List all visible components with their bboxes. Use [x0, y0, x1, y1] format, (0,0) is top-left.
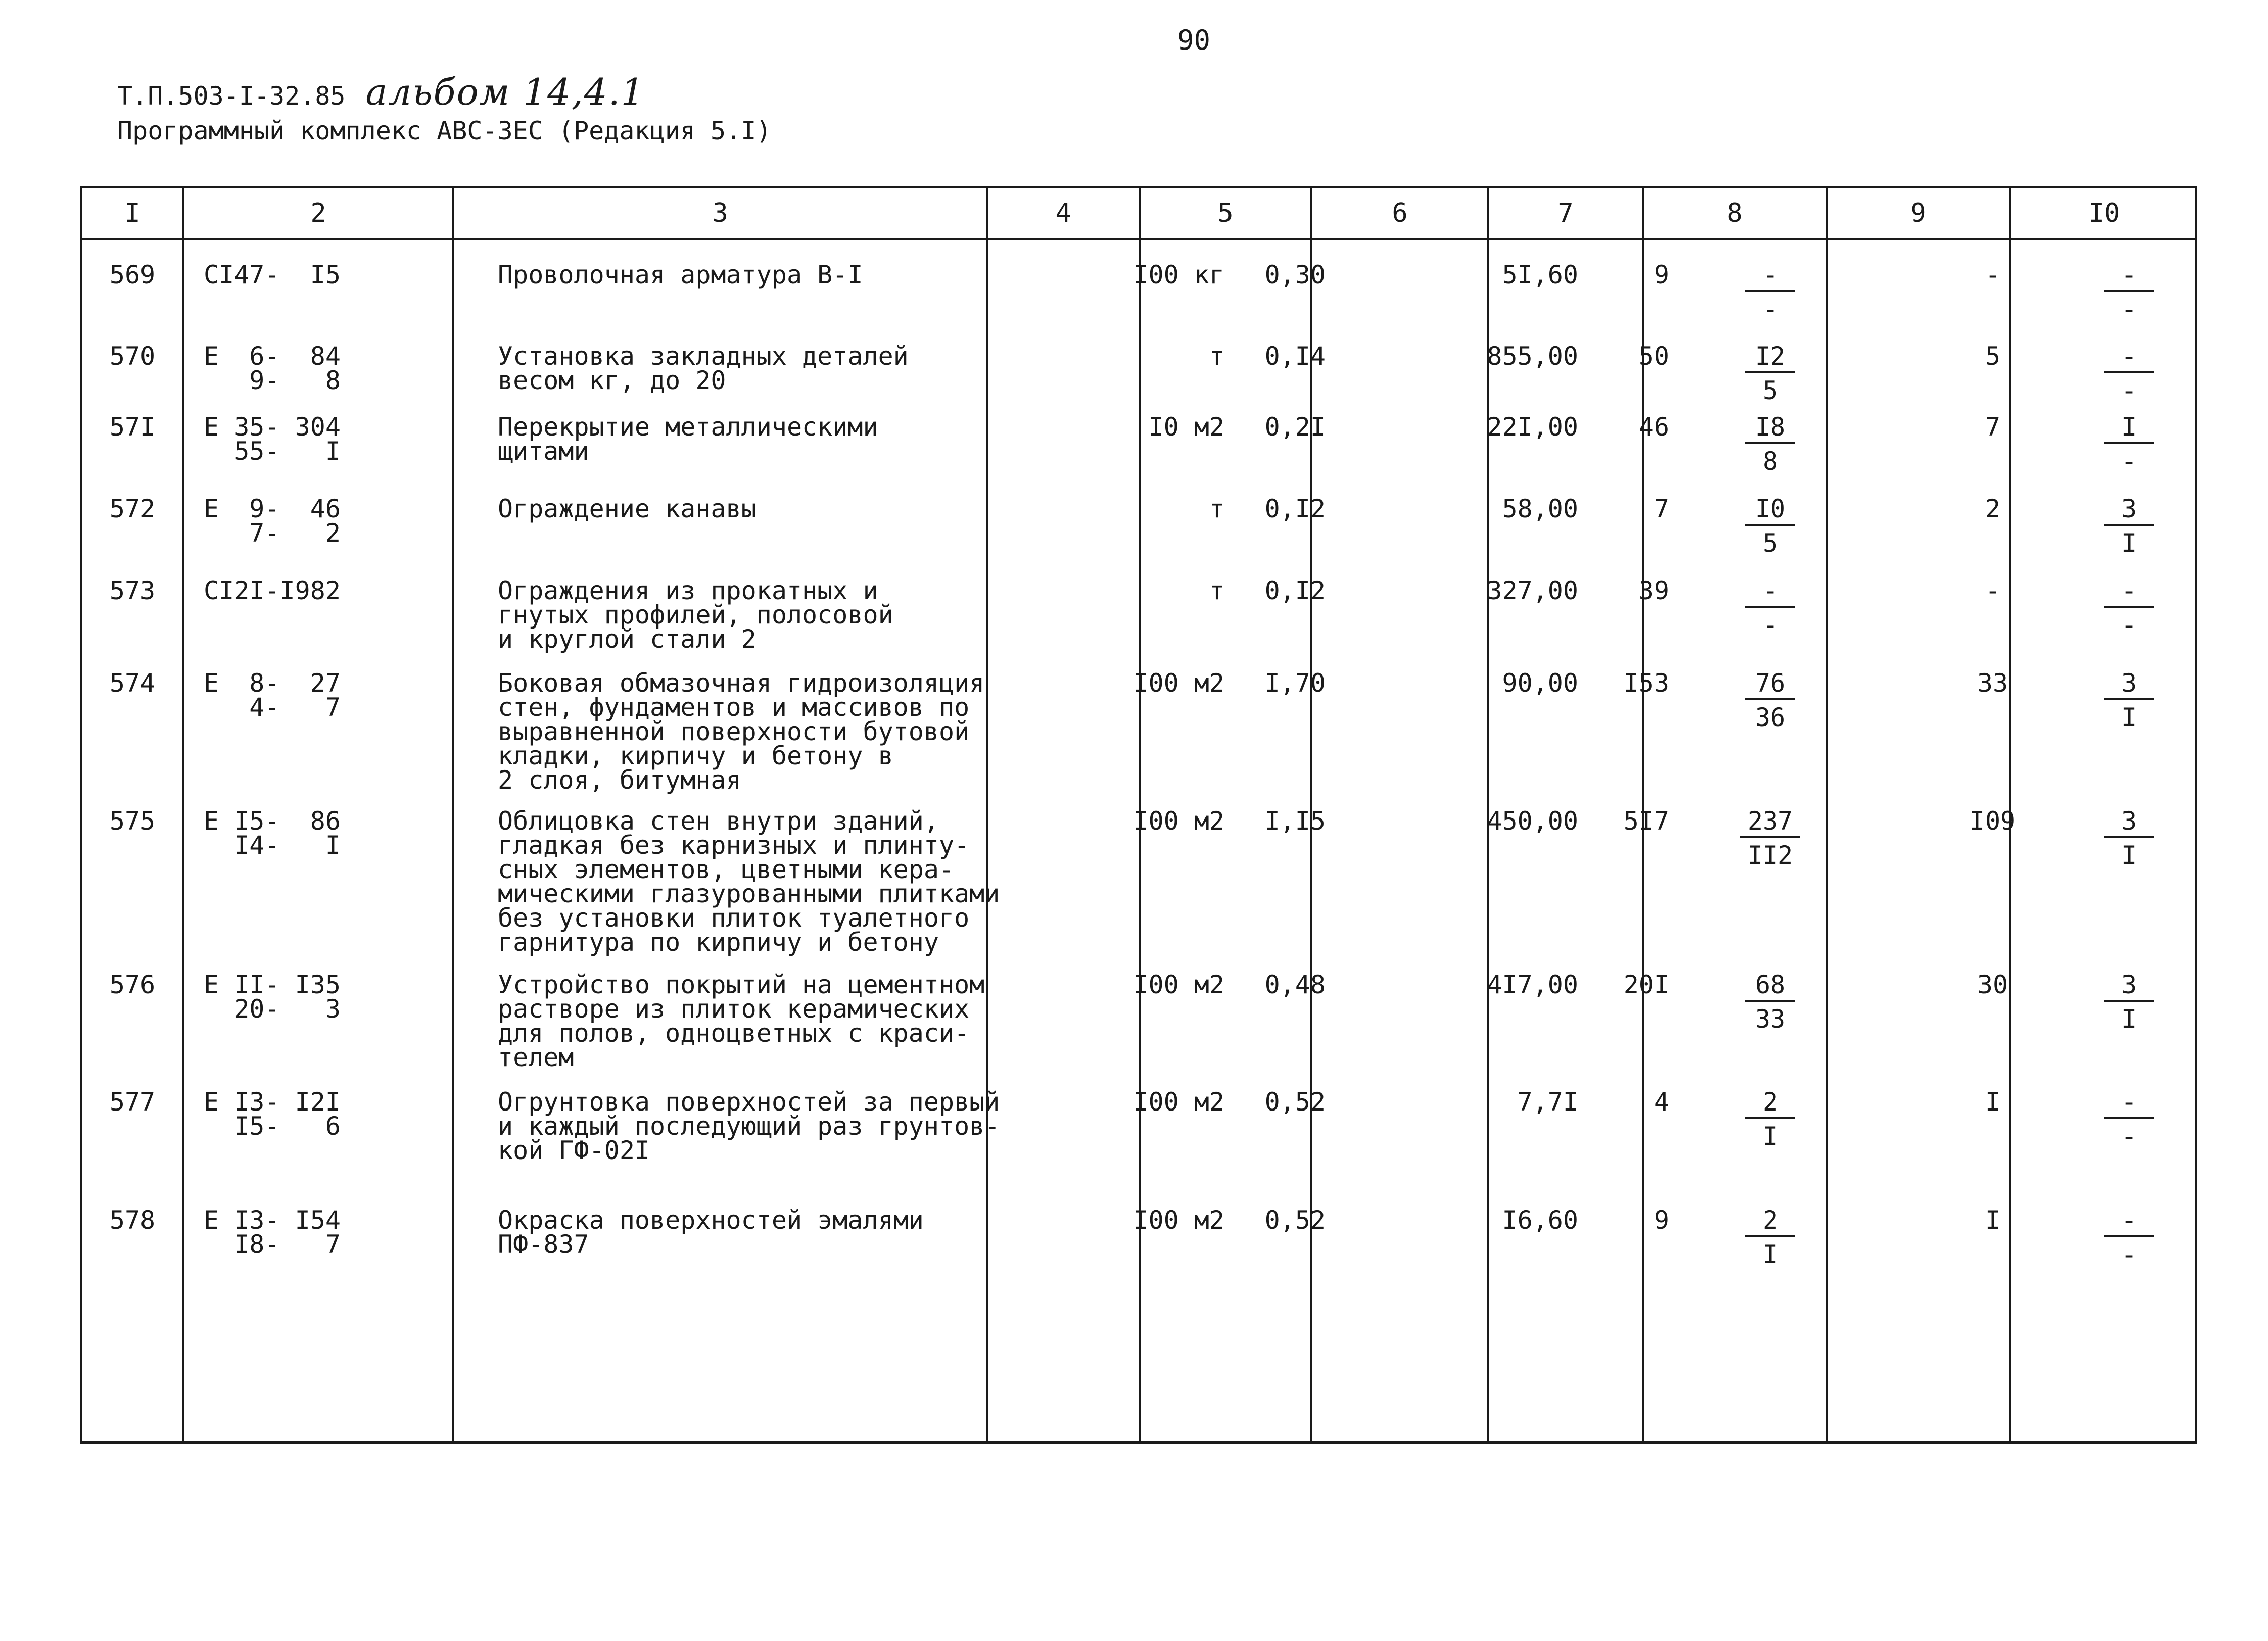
document-header: [117, 71, 771, 146]
row-number: 575: [109, 806, 156, 836]
column-10-fraction: [2063, 576, 2195, 640]
fraction-numerator: 2: [1745, 1208, 1795, 1237]
description-line: Окраска поверхностей эмалями: [498, 1205, 924, 1235]
column-10-fraction: [2063, 970, 2195, 1034]
description-line: гладкая без карнизных и плинту-: [498, 831, 970, 860]
description-line: гарнитура по кирпичу и бетону: [498, 928, 939, 957]
estimate-table: [80, 186, 2197, 1444]
description-line: телем: [498, 1043, 574, 1072]
unit-price: 450,00: [1487, 806, 1578, 836]
norm-code: [204, 806, 341, 860]
column-header: 9: [1910, 198, 1926, 228]
doc-code: Т.П.503-I-32.85: [117, 81, 346, 111]
row-number: 569: [109, 260, 156, 289]
column-8-fraction: [1699, 1087, 1841, 1151]
norm-code-line: I4- I: [204, 831, 341, 860]
column-7-value: 5I7: [1623, 806, 1669, 836]
unit-of-measure: I00 м2: [1133, 1205, 1224, 1235]
norm-code: [204, 668, 341, 722]
fraction-denominator: -: [1762, 610, 1778, 640]
fraction-denominator: -: [2121, 1122, 2137, 1151]
column-7-value: I53: [1623, 668, 1669, 698]
norm-code: [204, 494, 341, 548]
norm-code-line: Е I3- I54: [204, 1205, 341, 1235]
norm-code-line: 9- 8: [204, 366, 341, 395]
unit-price: 5I,60: [1502, 260, 1578, 289]
column-header: 5: [1217, 198, 1234, 228]
description-line: Ограждения из прокатных и: [498, 576, 878, 605]
column-8-fraction: [1699, 806, 1841, 870]
unit-price: 4I7,00: [1487, 970, 1578, 999]
fraction-denominator: I: [2121, 841, 2137, 870]
column-header: 6: [1392, 198, 1408, 228]
norm-code-line: 7- 2: [204, 518, 341, 548]
column-header: 7: [1557, 198, 1574, 228]
description-line: Проволочная арматура В-I: [498, 260, 863, 289]
unit-price: 58,00: [1502, 494, 1578, 523]
unit-of-measure: I0 м2: [1148, 412, 1224, 442]
norm-code-line: Е II- I35: [204, 970, 341, 999]
fraction-numerator: 2: [1745, 1090, 1795, 1119]
fraction-denominator: -: [2121, 447, 2137, 476]
fraction-denominator: -: [2121, 610, 2137, 640]
row-number: 572: [109, 494, 156, 523]
unit-price: 22I,00: [1487, 412, 1578, 442]
row-number: 57I: [109, 412, 156, 442]
fraction-numerator: -: [2104, 263, 2154, 292]
description-line: Боковая обмазочная гидроизоляция: [498, 668, 985, 698]
fraction-denominator: I: [1762, 1240, 1778, 1269]
norm-code-line: 55- I: [204, 437, 341, 466]
quantity: 0,48: [1264, 970, 1326, 999]
fraction-numerator: 76: [1745, 671, 1795, 700]
norm-code-line: Е 8- 27: [204, 668, 341, 698]
quantity: I,70: [1264, 668, 1326, 698]
description-line: для полов, одноцветных с краси-: [498, 1019, 970, 1048]
fraction-denominator: -: [2121, 376, 2137, 405]
column-header: 2: [310, 198, 326, 228]
quantity: 0,I2: [1264, 494, 1326, 523]
norm-code: [204, 344, 341, 393]
quantity: 0,30: [1264, 260, 1326, 289]
column-9-value: 5: [1984, 342, 2001, 371]
fraction-denominator: 5: [1762, 528, 1778, 558]
album-handwritten-note: альбом 14,4.1: [365, 71, 645, 113]
fraction-denominator: 33: [1755, 1004, 1786, 1034]
row-number: 578: [109, 1205, 156, 1235]
norm-code-line: I5- 6: [204, 1112, 341, 1141]
column-9-value: I: [1984, 1205, 2001, 1235]
description-line: Ограждение канавы: [498, 494, 757, 523]
unit-price: 90,00: [1502, 668, 1578, 698]
fraction-numerator: I: [2104, 415, 2154, 444]
fraction-numerator: I2: [1745, 344, 1795, 373]
column-9-value: 33: [1977, 668, 2008, 698]
column-8-fraction: [1699, 412, 1841, 476]
quantity: 0,52: [1264, 1087, 1326, 1117]
unit-of-measure: т: [1209, 342, 1224, 371]
column-8-fraction: [1699, 260, 1841, 324]
doc-code-line: [117, 71, 771, 113]
description-line: весом кг, до 20: [498, 366, 726, 395]
description-line: без установки плиток туалетного: [498, 903, 970, 933]
description-line: растворе из плиток керамических: [498, 994, 970, 1024]
unit-of-measure: I00 м2: [1133, 1087, 1224, 1117]
fraction-numerator: 3: [2104, 973, 2154, 1002]
fraction-denominator: -: [1762, 295, 1778, 324]
column-divider: [452, 188, 454, 1441]
description-line: Устройство покрытий на цементном: [498, 970, 985, 999]
description-line: Перекрытие металлическими: [498, 412, 878, 442]
fraction-numerator: 68: [1745, 973, 1795, 1002]
column-7-value: 4: [1653, 1087, 1669, 1117]
row-number: 576: [109, 970, 156, 999]
column-header: I0: [2088, 198, 2120, 228]
fraction-denominator: 5: [1762, 376, 1778, 405]
column-10-fraction: [2063, 494, 2195, 558]
column-7-value: 46: [1638, 412, 1669, 442]
column-7-value: 9: [1653, 1205, 1669, 1235]
norm-code-line: Е 9- 46: [204, 494, 341, 523]
description-line: сных элементов, цветными кера-: [498, 855, 955, 884]
column-10-fraction: [2063, 806, 2195, 870]
column-9-value: -: [1984, 260, 2001, 289]
column-header: 8: [1727, 198, 1743, 228]
norm-code-line: CI2I-I982: [204, 576, 341, 605]
description-line: Огрунтовка поверхностей за первый: [498, 1087, 1000, 1117]
norm-code: [204, 412, 341, 466]
column-divider: [182, 188, 184, 1441]
quantity: 0,52: [1264, 1205, 1326, 1235]
description-line: кладки, кирпичу и бетону в: [498, 741, 893, 770]
fraction-numerator: 3: [2104, 671, 2154, 700]
column-7-value: 50: [1638, 342, 1669, 371]
column-7-value: 7: [1653, 494, 1669, 523]
fraction-numerator: -: [2104, 1090, 2154, 1119]
column-10-fraction: [2063, 668, 2195, 732]
fraction-denominator: 36: [1755, 703, 1786, 732]
norm-code-line: 20- 3: [204, 994, 341, 1024]
quantity: I,I5: [1264, 806, 1326, 836]
norm-code-line: Е 35- 304: [204, 412, 341, 442]
column-9-value: 7: [1984, 412, 2001, 442]
fraction-denominator: I: [2121, 528, 2137, 558]
quantity: 0,I4: [1264, 342, 1326, 371]
fraction-numerator: -: [2104, 578, 2154, 608]
fraction-denominator: I: [2121, 703, 2137, 732]
fraction-numerator: 3: [2104, 497, 2154, 526]
column-9-value: 30: [1977, 970, 2008, 999]
column-9-value: -: [1984, 576, 2001, 605]
column-10-fraction: [2063, 1087, 2195, 1151]
column-8-fraction: [1699, 494, 1841, 558]
unit-of-measure: I00 м2: [1133, 668, 1224, 698]
column-10-fraction: [2063, 260, 2195, 324]
description-line: гнутых профилей, полосовой: [498, 600, 893, 630]
norm-code-line: 4- 7: [204, 693, 341, 722]
unit-price: I6,60: [1502, 1205, 1578, 1235]
norm-code: [204, 1205, 341, 1259]
fraction-numerator: -: [1745, 263, 1795, 292]
description-line: Облицовка стен внутри зданий,: [498, 806, 939, 836]
unit-of-measure: I00 м2: [1133, 970, 1224, 999]
norm-code-line: I8- 7: [204, 1230, 341, 1259]
description-line: 2 слоя, битумная: [498, 765, 741, 795]
fraction-denominator: -: [2121, 295, 2137, 324]
unit-of-measure: I00 кг: [1133, 260, 1224, 289]
fraction-numerator: I0: [1745, 497, 1795, 526]
column-10-fraction: [2063, 344, 2195, 403]
fraction-numerator: -: [1745, 578, 1795, 608]
column-8-fraction: [1699, 576, 1841, 640]
norm-code: [204, 578, 341, 603]
row-number: 573: [109, 576, 156, 605]
row-number: 570: [109, 342, 156, 371]
column-header: I: [124, 198, 140, 228]
description-line: кой ГФ-02I: [498, 1136, 650, 1165]
fraction-numerator: -: [2104, 344, 2154, 373]
norm-code: [204, 1087, 341, 1141]
description-line: стен, фундаментов и массивов по: [498, 693, 970, 722]
description-line: и каждый последующий раз грунтов-: [498, 1112, 1000, 1141]
column-7-value: 39: [1638, 576, 1669, 605]
column-8-fraction: [1699, 970, 1841, 1034]
column-8-fraction: [1699, 1205, 1841, 1269]
fraction-denominator: I: [1762, 1122, 1778, 1151]
column-header: 4: [1055, 198, 1071, 228]
quantity: 0,2I: [1264, 412, 1326, 442]
unit-price: 7,7I: [1517, 1087, 1578, 1117]
fraction-numerator: 3: [2104, 809, 2154, 838]
column-8-fraction: [1699, 668, 1841, 732]
fraction-numerator: I8: [1745, 415, 1795, 444]
fraction-denominator: I: [2121, 1004, 2137, 1034]
norm-code: [204, 260, 341, 289]
column-10-fraction: [2063, 1205, 2195, 1269]
norm-code-line: CI47- I5: [204, 260, 341, 289]
fraction-denominator: -: [2121, 1240, 2137, 1269]
page-number: 90: [1177, 24, 1211, 56]
description-line: Установка закладных деталей: [498, 342, 909, 371]
column-9-value: 2: [1984, 494, 2001, 523]
row-number: 574: [109, 668, 156, 698]
column-header: 3: [712, 198, 728, 228]
fraction-denominator: II2: [1747, 841, 1793, 870]
header-divider: [82, 238, 2195, 240]
description-line: щитами: [498, 437, 589, 466]
quantity: 0,I2: [1264, 576, 1326, 605]
description-line: ПФ-837: [498, 1230, 589, 1259]
unit-price: 855,00: [1487, 342, 1578, 371]
column-8-fraction: [1699, 344, 1841, 403]
description-line: мическими глазурованными плитками: [498, 879, 1000, 908]
unit-of-measure: I00 м2: [1133, 806, 1224, 836]
norm-code-line: Е I3- I2I: [204, 1087, 341, 1117]
program-title: Программный комплекс АВС-3ЕС (Редакция 5.I): [117, 116, 772, 146]
unit-price: 327,00: [1487, 576, 1578, 605]
unit-of-measure: т: [1209, 494, 1224, 523]
description-line: выравненной поверхности бутовой: [498, 717, 970, 746]
description-line: и круглой стали 2: [498, 624, 757, 654]
unit-of-measure: т: [1209, 576, 1224, 605]
norm-code-line: Е I5- 86: [204, 806, 341, 836]
fraction-numerator: 237: [1740, 809, 1800, 838]
fraction-numerator: -: [2104, 1208, 2154, 1237]
row-number: 577: [109, 1087, 156, 1117]
norm-code: [204, 970, 341, 1024]
column-7-value: 9: [1653, 260, 1669, 289]
column-9-value: I: [1984, 1087, 2001, 1117]
column-9-value: I09: [1969, 806, 2016, 836]
column-7-value: 20I: [1623, 970, 1669, 999]
column-10-fraction: [2063, 412, 2195, 476]
fraction-denominator: 8: [1762, 447, 1778, 476]
norm-code-line: Е 6- 84: [204, 342, 341, 371]
